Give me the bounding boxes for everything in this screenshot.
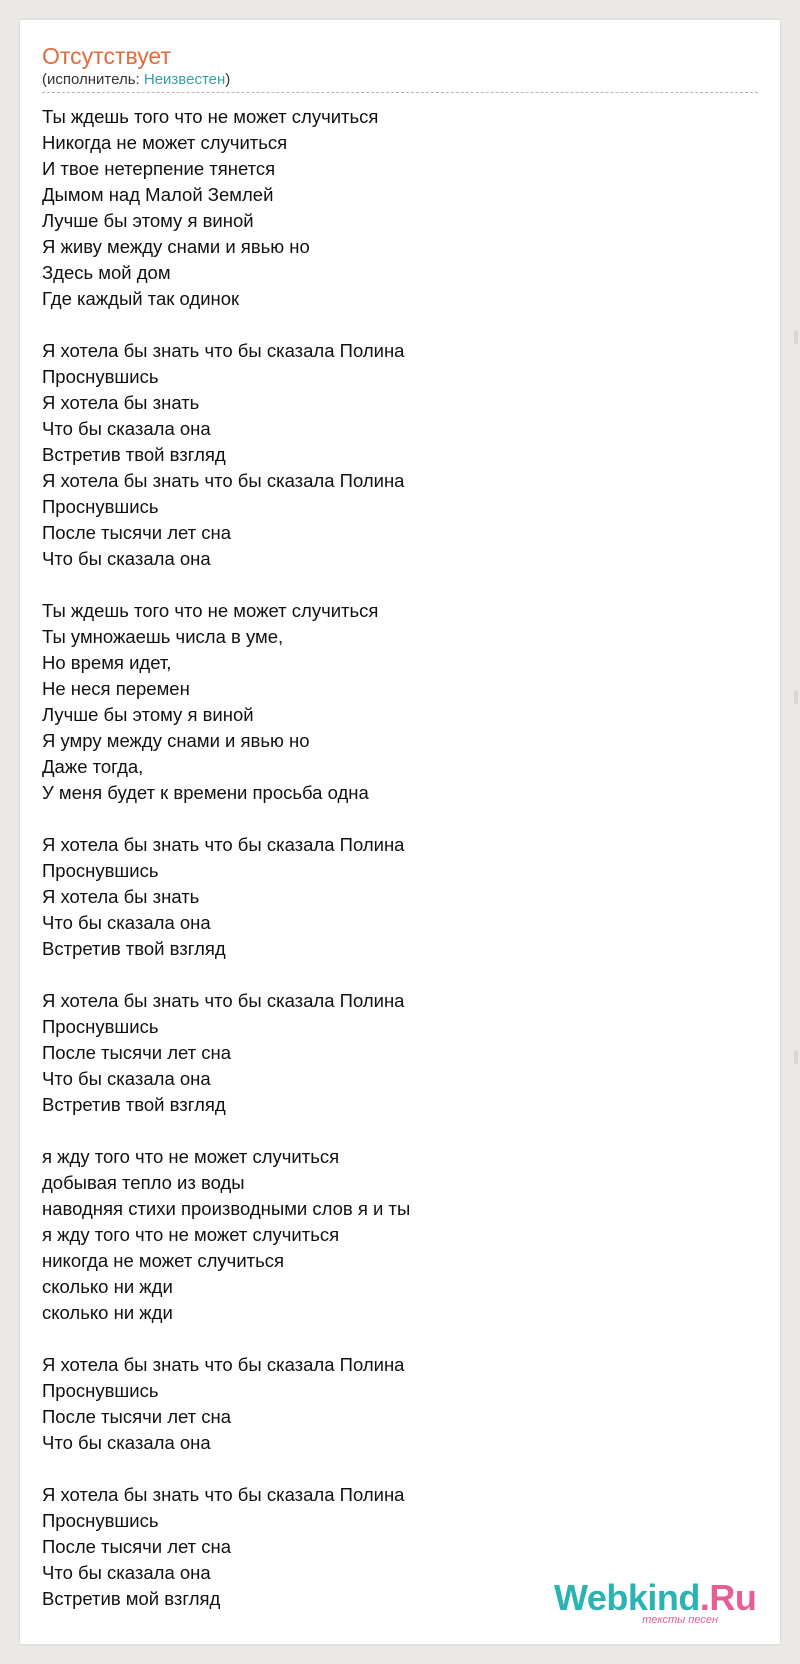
- lyric-line: Проснувшись: [42, 366, 159, 387]
- lyric-line: После тысячи лет сна: [42, 522, 232, 543]
- lyric-line: Я хотела бы знать что бы сказала Полина: [42, 1354, 405, 1375]
- lyric-line: Я хотела бы знать: [42, 886, 200, 907]
- stanza-break: [42, 962, 758, 988]
- lyric-line: никогда не может случиться: [42, 1250, 285, 1271]
- lyric-line: Я хотела бы знать что бы сказала Полина: [42, 990, 405, 1011]
- lyric-line: Никогда не может случиться: [42, 132, 288, 153]
- lyric-line: Я хотела бы знать что бы сказала Полина: [42, 1484, 405, 1505]
- lyric-line: Я хотела бы знать: [42, 392, 200, 413]
- lyric-line: Я хотела бы знать что бы сказала Полина: [42, 340, 405, 361]
- lyric-line: Даже тогда,: [42, 756, 144, 777]
- lyric-line: После тысячи лет сна: [42, 1536, 232, 1557]
- stanza-break: [42, 312, 758, 338]
- lyric-line: Я живу между снами и явью но: [42, 236, 310, 257]
- edge-decoration: [794, 690, 798, 704]
- lyric-line: Дымом над Малой Землей: [42, 184, 274, 205]
- lyric-line: Я умру между снами и явью но: [42, 730, 310, 751]
- artist-line: [42, 71, 758, 89]
- song-header: [42, 42, 758, 93]
- lyric-line: Ты ждешь того что не может случиться: [42, 600, 379, 621]
- lyric-line: Проснувшись: [42, 496, 159, 517]
- lyric-line: Но время идет,: [42, 652, 172, 673]
- lyric-line: Проснувшись: [42, 1380, 159, 1401]
- lyric-line: я жду того что не может случиться: [42, 1224, 340, 1245]
- lyric-line: Встретив твой взгляд: [42, 444, 226, 465]
- logo-wordmark: [554, 1577, 757, 1618]
- lyric-line: Проснувшись: [42, 1510, 159, 1531]
- lyric-line: После тысячи лет сна: [42, 1406, 232, 1427]
- stanza-break: [42, 1456, 758, 1482]
- lyric-line: добывая тепло из воды: [42, 1172, 245, 1193]
- lyric-line: наводняя стихи производными слов я и ты: [42, 1198, 411, 1219]
- edge-decoration: [794, 330, 798, 344]
- artist-suffix: ): [225, 71, 231, 88]
- edge-decoration: [794, 1050, 798, 1064]
- lyric-line: я жду того что не может случиться: [42, 1146, 340, 1167]
- lyric-line: Лучше бы этому я виной: [42, 210, 254, 231]
- lyric-line: Здесь мой дом: [42, 262, 171, 283]
- lyric-line: Что бы сказала она: [42, 418, 211, 439]
- lyric-line: сколько ни жди: [42, 1276, 173, 1297]
- artist-link[interactable]: Неизвестен: [143, 71, 226, 88]
- logo-name: Webkind: [554, 1577, 700, 1618]
- lyric-line: Где каждый так одинок: [42, 288, 240, 309]
- stanza-break: [42, 1326, 758, 1352]
- lyric-line: Что бы сказала она: [42, 1562, 211, 1583]
- lyric-line: Что бы сказала она: [42, 548, 211, 569]
- song-title: Отсутствует: [42, 43, 171, 69]
- lyric-line: После тысячи лет сна: [42, 1042, 232, 1063]
- lyric-line: Ты умножаешь числа в уме,: [42, 626, 284, 647]
- lyric-line: Что бы сказала она: [42, 912, 211, 933]
- artist-prefix: (исполнитель:: [42, 71, 144, 88]
- lyric-line: И твое нетерпение тянется: [42, 158, 276, 179]
- lyric-line: Лучше бы этому я виной: [42, 704, 254, 725]
- lyrics-card: [20, 20, 780, 1644]
- lyric-line: Проснувшись: [42, 1016, 159, 1037]
- site-logo[interactable]: [554, 1577, 757, 1632]
- lyric-line: Я хотела бы знать что бы сказала Полина: [42, 834, 405, 855]
- lyric-line: сколько ни жди: [42, 1302, 173, 1323]
- lyric-line: Что бы сказала она: [42, 1432, 211, 1453]
- logo-tagline: тексты песен: [642, 1614, 718, 1626]
- lyric-line: Что бы сказала она: [42, 1068, 211, 1089]
- lyrics-body: [42, 104, 758, 1612]
- lyric-line: Встретив мой взгляд: [42, 1588, 221, 1609]
- lyric-line: Я хотела бы знать что бы сказала Полина: [42, 470, 405, 491]
- lyric-line: Проснувшись: [42, 860, 159, 881]
- lyric-line: Встретив твой взгляд: [42, 938, 226, 959]
- lyric-line: Встретив твой взгляд: [42, 1094, 226, 1115]
- lyric-line: У меня будет к времени просьба одна: [42, 782, 369, 803]
- logo-tld: .Ru: [699, 1577, 757, 1618]
- stanza-break: [42, 1118, 758, 1144]
- lyric-line: Не неся перемен: [42, 678, 190, 699]
- lyric-line: Ты ждешь того что не может случиться: [42, 106, 379, 127]
- stanza-break: [42, 572, 758, 598]
- stanza-break: [42, 806, 758, 832]
